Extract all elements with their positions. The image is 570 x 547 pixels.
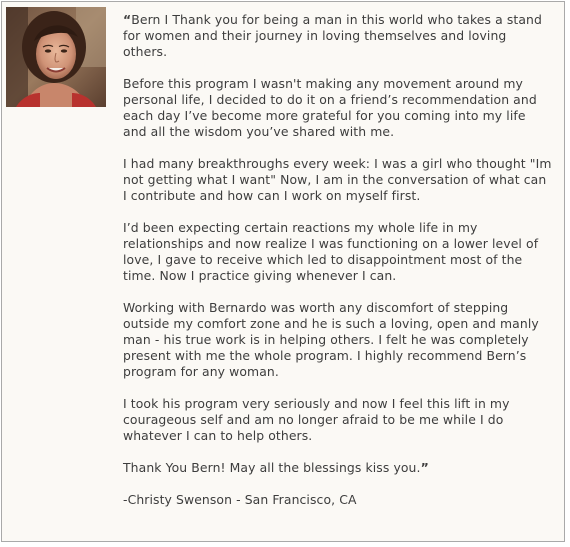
paragraph-text: I took his program very seriously and now I feel this lift in my courageous self and am no longer afraid to be me while I do whatever I can to help others.: [123, 396, 510, 443]
close-quote-mark: ”: [420, 460, 429, 475]
paragraph-text: Working with Bernardo was worth any discomfort of stepping outside my comfort zone and he is such a loving, open and manly man - his true work is in helping others. I felt he was completely present with me the whole program. I highly recommend Bern’s program for any woman.: [123, 300, 539, 379]
testimonial-card: [1, 1, 565, 542]
portrait-photo-icon: [6, 7, 106, 107]
testimonial-text: [123, 12, 553, 524]
testimonial-paragraph-3: [123, 156, 553, 204]
open-quote-mark: “: [123, 12, 132, 27]
testimonial-signature: -Christy Swenson - San Francisco, CA: [123, 492, 357, 507]
paragraph-text: Bern I Thank you for being a man in this world who takes a stand for women and their journey in loving themselves and loving others.: [123, 12, 542, 59]
testimonial-paragraph-7: [123, 460, 553, 476]
testimonial-paragraph-6: [123, 396, 553, 444]
paragraph-text: I had many breakthroughs every week: I was a girl who thought "Im not getting what I want" Now, I am in the conversation of what can I contribute and how can I work on myself first.: [123, 156, 552, 203]
paragraph-text: Before this program I wasn't making any movement around my personal life, I decided to do it on a friend’s recommendation and each day I’ve become more grateful for you coming into my life and all the wisdom you’ve shared with me.: [123, 76, 537, 139]
paragraph-text: Thank You Bern! May all the blessings kiss you.: [123, 460, 421, 475]
testimonial-paragraph-5: [123, 300, 553, 380]
paragraph-text: I’d been expecting certain reactions my whole life in my relationships and now realize I was functioning on a lower level of love, I gave to receive which led to disappointment most of the time. Now I practice giving whenever I can.: [123, 220, 539, 283]
avatar: [6, 7, 106, 107]
testimonial-paragraph-1: [123, 12, 553, 60]
testimonial-paragraph-4: [123, 220, 553, 284]
testimonial-paragraph-2: [123, 76, 553, 140]
